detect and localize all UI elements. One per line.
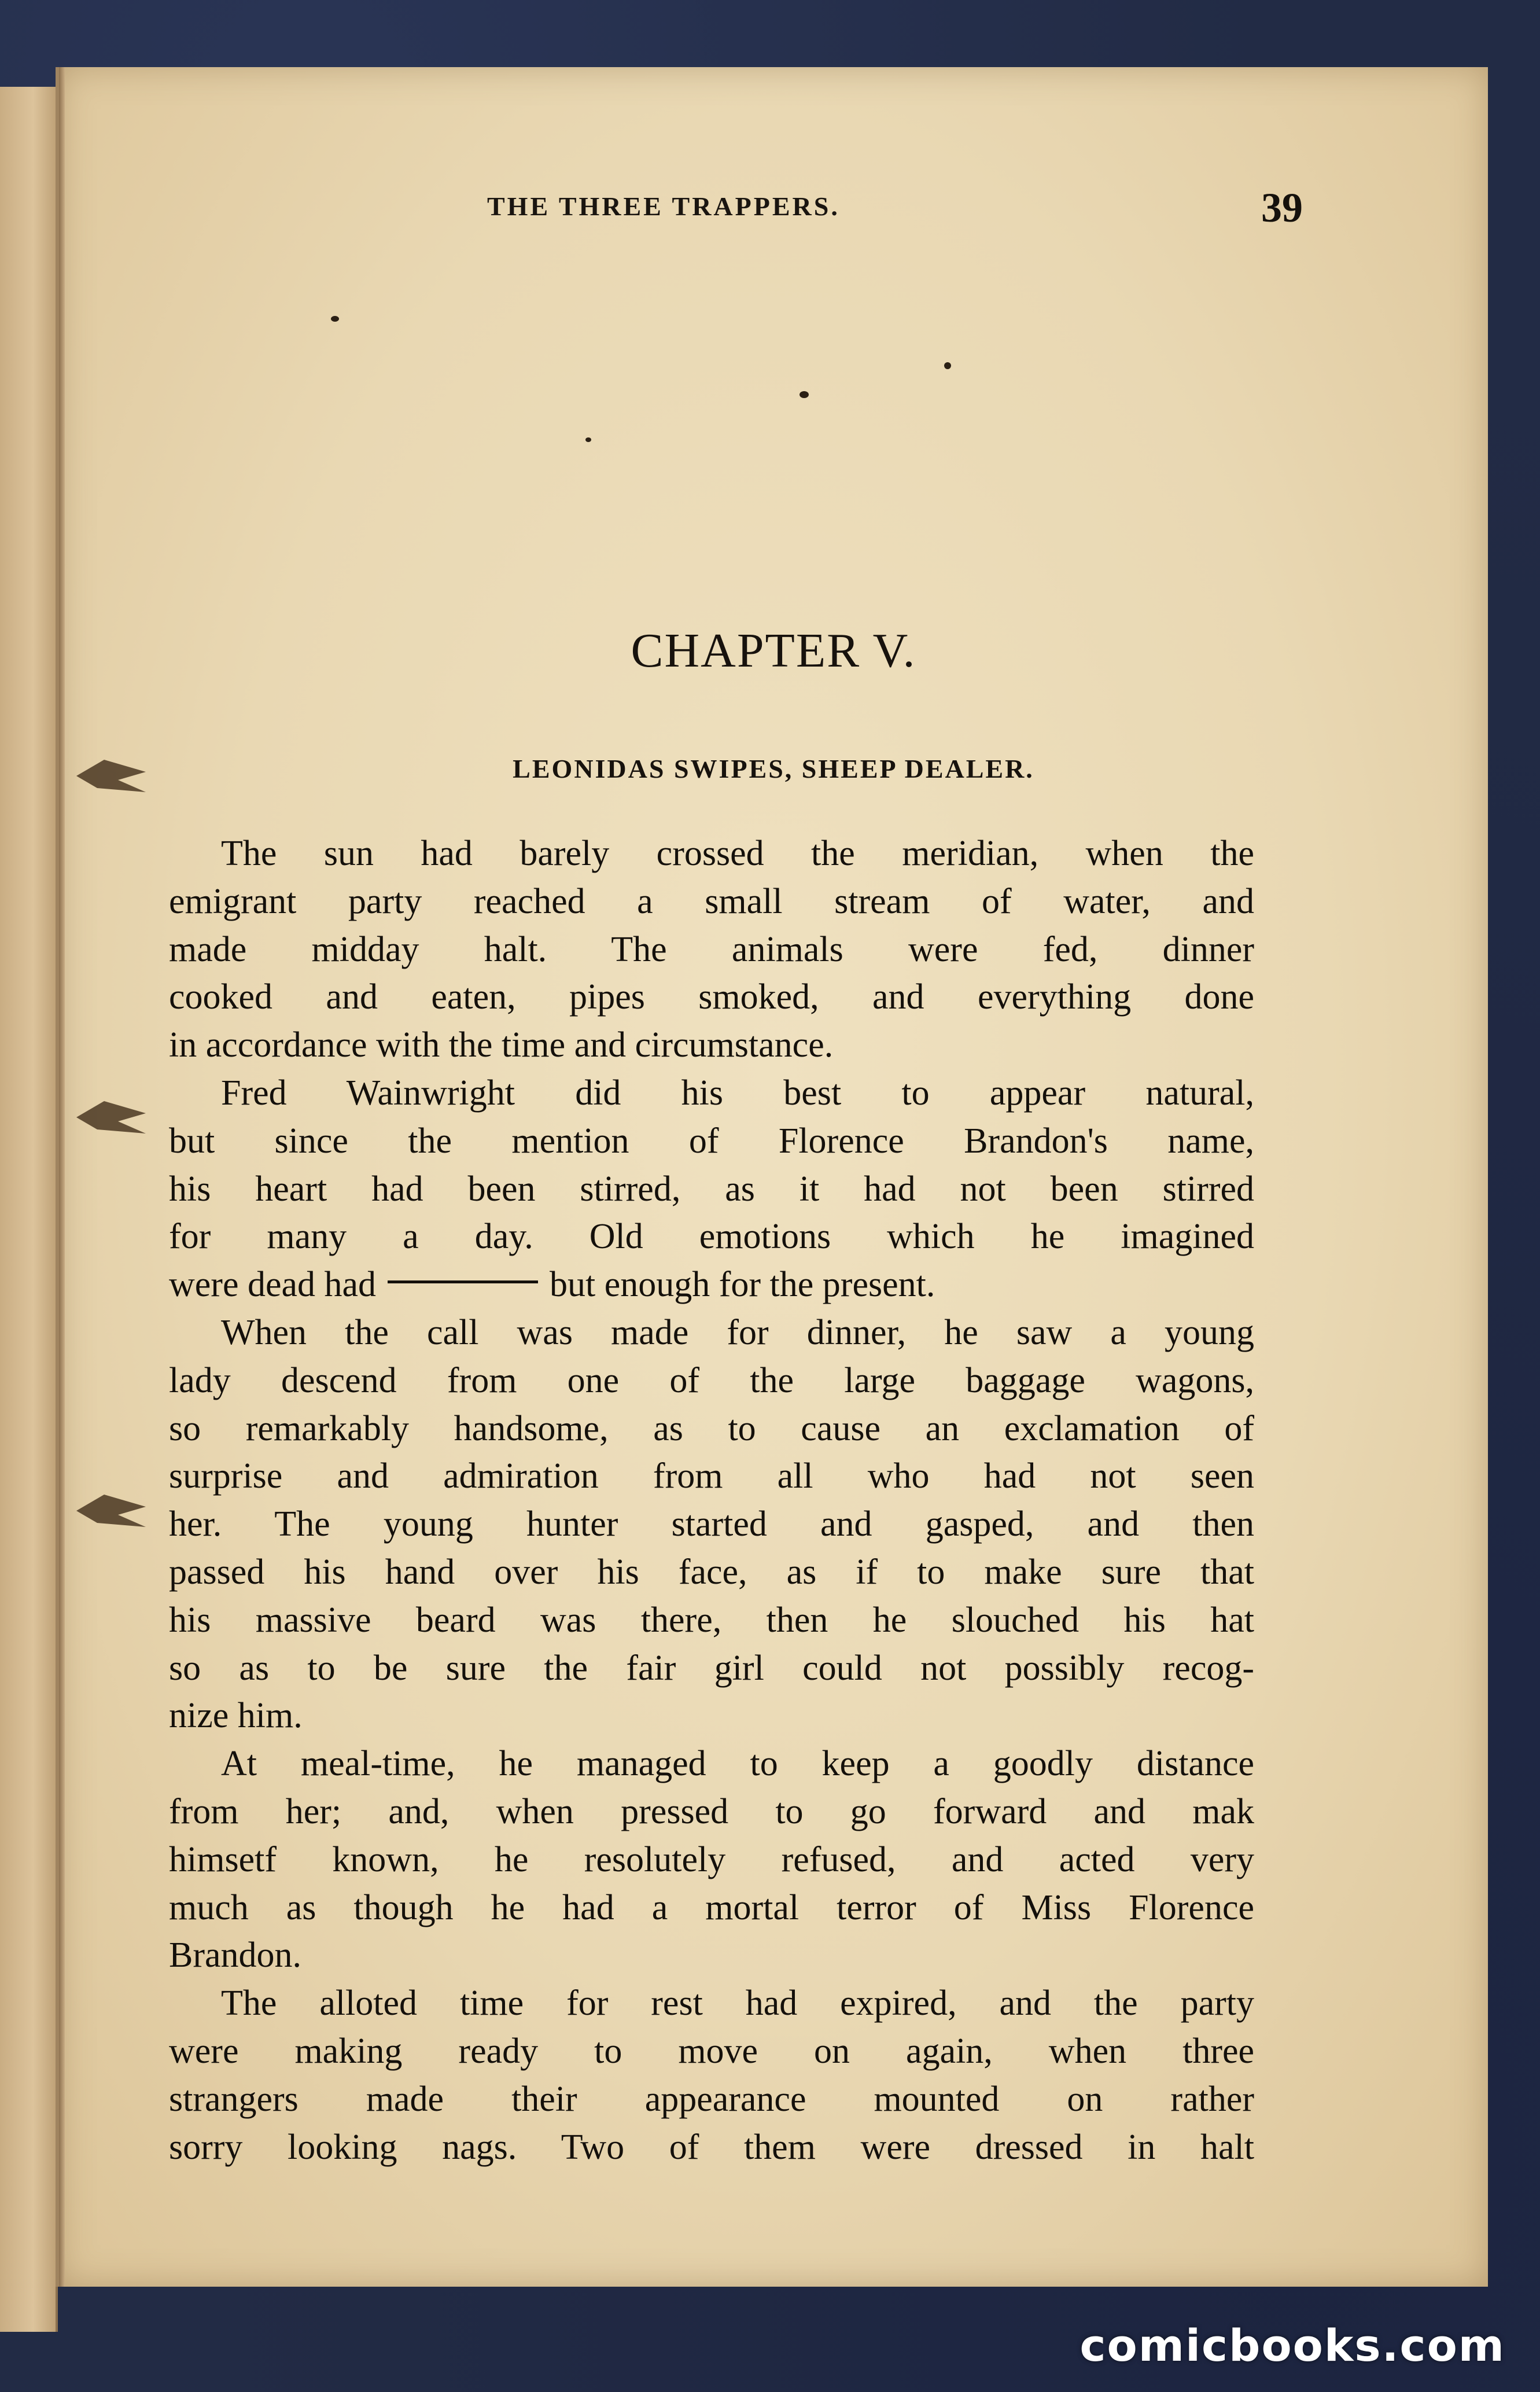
text-line: lady descend from one of the large baggage wagons, <box>169 1360 1254 1400</box>
chapter-title: CHAPTER V. <box>631 624 916 678</box>
book-page <box>56 67 1488 2287</box>
text-line: from her; and, when pressed to go forward and mak <box>169 1791 1254 1831</box>
page-tear-mark <box>76 1491 146 1531</box>
text-line: himsetf known, he resolutely refused, and acted very <box>169 1839 1254 1879</box>
text-line: Fred Wainwright did his best to appear natural, <box>221 1073 1254 1113</box>
ink-speck <box>585 437 591 442</box>
text-line: nize him. <box>169 1696 303 1736</box>
text-line: The alloted time for rest had expired, and the party <box>221 1983 1254 2023</box>
text-line: his heart had been stirred, as it had not been stirred <box>169 1169 1254 1209</box>
page-binding <box>59 67 65 2287</box>
text-line: so remarkably handsome, as to cause an exclamation of <box>169 1408 1254 1448</box>
paragraph <box>169 1069 1254 1309</box>
body-text <box>169 830 1254 2171</box>
text-line: strangers made their appearance mounted on rather <box>169 2079 1254 2119</box>
paragraph <box>169 1979 1254 2171</box>
em-dash-rule <box>388 1280 538 1283</box>
text-line: When the call was made for dinner, he saw a young <box>221 1312 1254 1352</box>
text-line: but since the mention of Florence Brandon's name, <box>169 1121 1254 1161</box>
page-number: 39 <box>1261 185 1303 231</box>
page-tear-mark <box>76 1097 146 1138</box>
text-line: so as to be sure the fair girl could not possibly recog- <box>169 1648 1254 1688</box>
text-line: were making ready to move on again, when three <box>169 2031 1254 2071</box>
text-line: sorry looking nags. Two of them were dressed in halt <box>169 2127 1254 2167</box>
text-line: emigrant party reached a small stream of water, and <box>169 881 1254 921</box>
text-line: cooked and eaten, pipes smoked, and everything done <box>169 977 1254 1017</box>
text-line: The sun had barely crossed the meridian, when the <box>221 834 1254 873</box>
text-line: Brandon. <box>169 1935 302 1975</box>
text-line: his massive beard was there, then he slouched his hat <box>169 1600 1254 1640</box>
paragraph <box>169 1740 1254 1979</box>
ink-speck <box>331 316 339 322</box>
site-watermark: comicbooks.com <box>1080 2320 1505 2371</box>
text-line: At meal-time, he managed to keep a goodly distance <box>221 1744 1254 1784</box>
paragraph <box>169 1309 1254 1740</box>
text-line: for many a day. Old emotions which he imagined <box>169 1217 1254 1257</box>
text-line: made midday halt. The animals were fed, dinner <box>169 929 1254 969</box>
dash-line-before: were dead had <box>169 1265 377 1305</box>
previous-page-edge <box>0 87 58 2332</box>
text-line: passed his hand over his face, as if to make sure that <box>169 1552 1254 1592</box>
running-header <box>59 185 1488 237</box>
ink-speck <box>800 391 809 398</box>
chapter-subtitle: LEONIDAS SWIPES, SHEEP DEALER. <box>513 754 1034 783</box>
paragraph <box>169 830 1254 1069</box>
text-line: in accordance with the time and circumstance. <box>169 1025 834 1065</box>
text-line: much as though he had a mortal terror of Miss Florence <box>169 1887 1254 1927</box>
text-line: surprise and admiration from all who had not seen <box>169 1456 1254 1496</box>
text-line-with-dash <box>169 1261 1254 1309</box>
dash-line-after: but enough for the present. <box>550 1265 935 1305</box>
ink-speck <box>944 362 951 369</box>
text-line: her. The young hunter started and gasped, and then <box>169 1504 1254 1544</box>
running-title: THE THREE TRAPPERS. <box>487 192 840 221</box>
